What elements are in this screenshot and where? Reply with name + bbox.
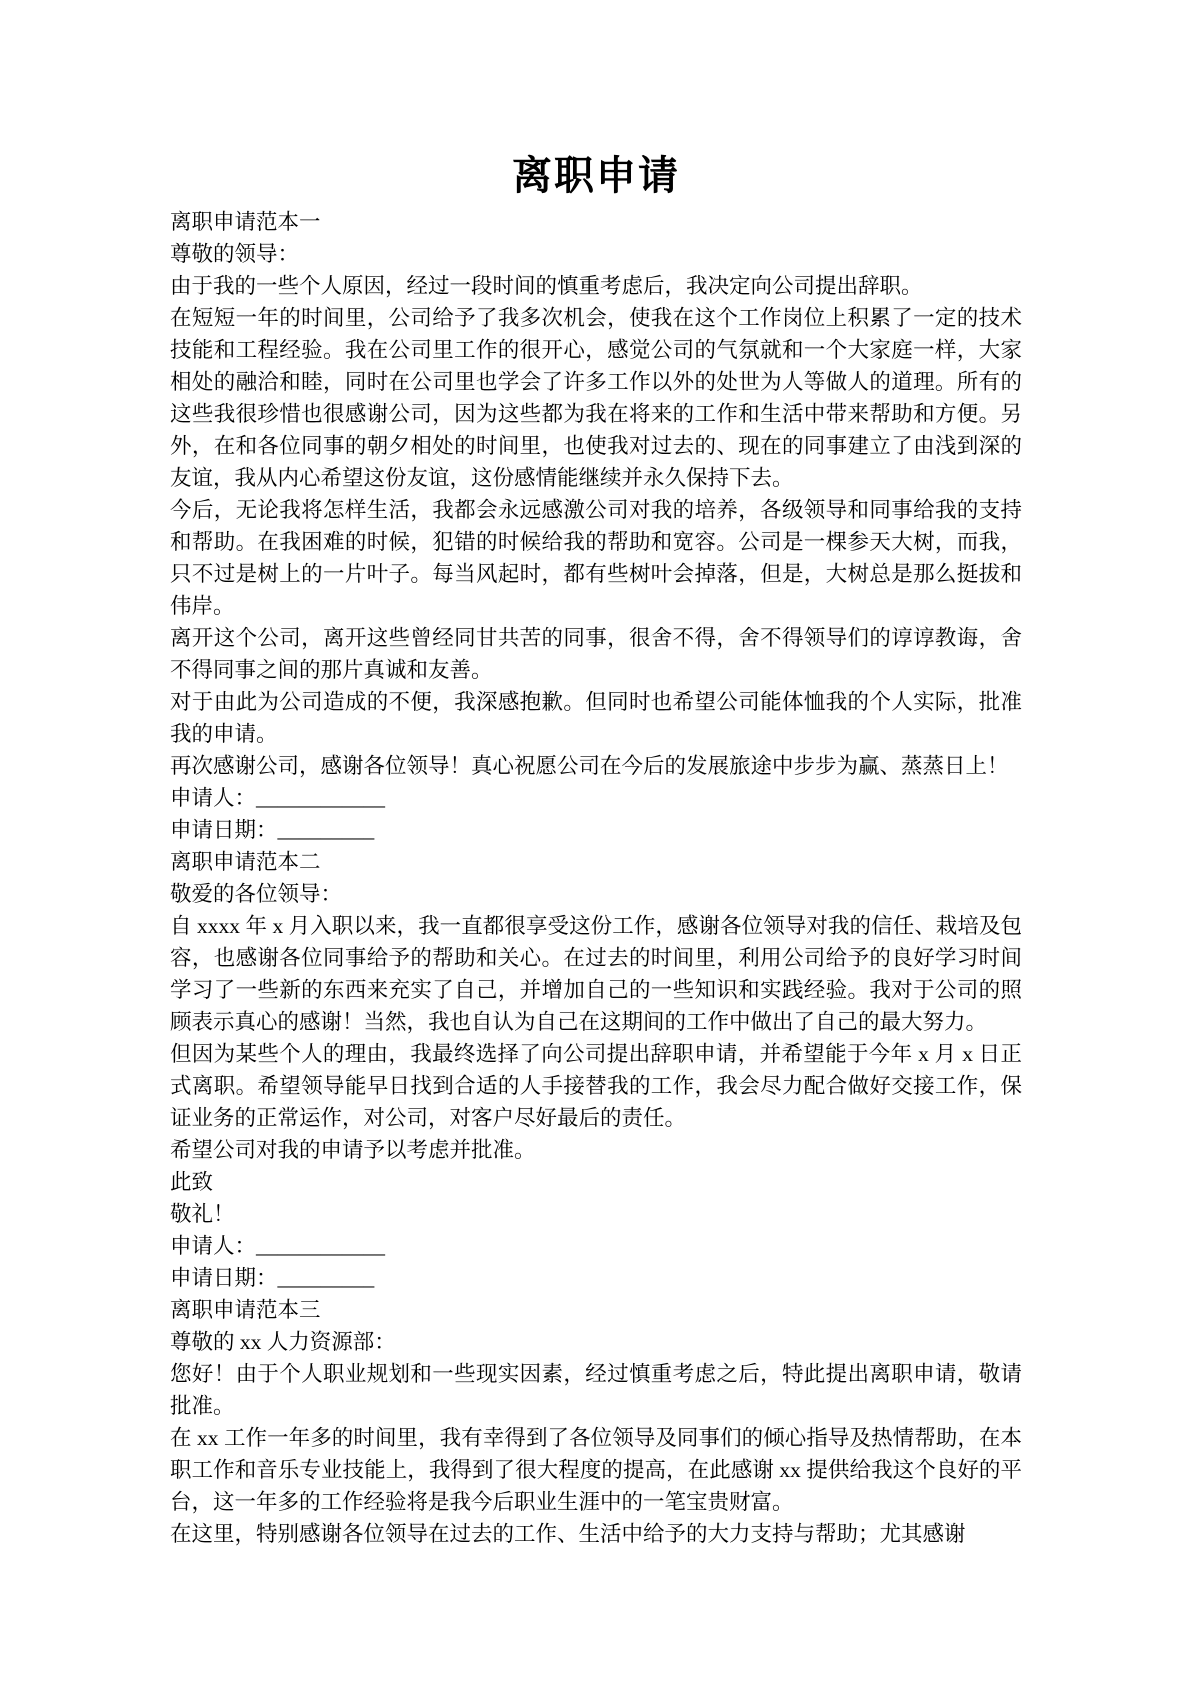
paragraph: 申请人：____________	[170, 1234, 386, 1258]
paragraph: 申请人：____________	[170, 786, 386, 810]
paragraph: 尊敬的领导：	[170, 242, 300, 266]
paragraph: 离开这个公司，离开这些曾经同甘共苦的同事，很舍不得，舍不得领导们的谆谆教诲，舍不得同事之间的那片真诚和友善。	[170, 626, 1022, 682]
paragraph: 自 xxxx 年 x 月入职以来，我一直都很享受这份工作，感谢各位领导对我的信任、栽培及包容，也感谢各位同事给予的帮助和关心。在过去的时间里，利用公司给予的良好学习时间学习了一些新的东西来充实了自己，并增加自己的一些知识和实践经验。我对于公司的照顾表示真心的感谢！当然，我也自认为自己在这期间的工作中做出了自己的最大努力。	[170, 914, 1022, 1034]
paragraph: 希望公司对我的申请予以考虑并批准。	[170, 1138, 536, 1162]
paragraph: 但因为某些个人的理由，我最终选择了向公司提出辞职申请，并希望能于今年 x 月 x 日正式离职。希望领导能早日找到合适的人手接替我的工作，我会尽力配合做好交接工作，保证业务的正常运作，对公司，对客户尽好最后的责任。	[170, 1042, 1022, 1130]
paragraph: 再次感谢公司，感谢各位领导！真心祝愿公司在今后的发展旅途中步步为赢、蒸蒸日上！	[170, 754, 1009, 778]
document-body	[170, 206, 1022, 1550]
paragraph: 申请日期：_________	[170, 818, 375, 842]
paragraph: 敬礼！	[170, 1202, 235, 1226]
paragraph: 离职申请范本三	[170, 1298, 321, 1322]
paragraph: 离职申请范本一	[170, 210, 321, 234]
paragraph: 申请日期：_________	[170, 1266, 375, 1290]
paragraph: 今后，无论我将怎样生活，我都会永远感激公司对我的培养，各级领导和同事给我的支持和帮助。在我困难的时候，犯错的时候给我的帮助和宽容。公司是一棵参天大树，而我，只不过是树上的一片叶子。每当风起时，都有些树叶会掉落，但是，大树总是那么挺拔和伟岸。	[170, 498, 1022, 618]
paragraph: 敬爱的各位领导：	[170, 882, 343, 906]
document-title: 离职申请	[512, 153, 680, 198]
paragraph: 您好！由于个人职业规划和一些现实因素，经过慎重考虑之后，特此提出离职申请，敬请批准。	[170, 1362, 1022, 1418]
paragraph: 对于由此为公司造成的不便，我深感抱歉。但同时也希望公司能体恤我的个人实际，批准我的申请。	[170, 690, 1022, 746]
paragraph: 在这里，特别感谢各位领导在过去的工作、生活中给予的大力支持与帮助；尤其感谢	[170, 1522, 966, 1546]
paragraph: 在 xx 工作一年多的时间里，我有幸得到了各位领导及同事们的倾心指导及热情帮助，在本职工作和音乐专业技能上，我得到了很大程度的提高，在此感谢 xx 提供给我这个良好的平台，这一年多的工作经验将是我今后职业生涯中的一笔宝贵财富。	[170, 1426, 1022, 1514]
paragraph: 尊敬的 xx 人力资源部：	[170, 1330, 396, 1354]
paragraph: 由于我的一些个人原因，经过一段时间的慎重考虑后，我决定向公司提出辞职。	[170, 274, 923, 298]
paragraph: 在短短一年的时间里，公司给予了我多次机会，使我在这个工作岗位上积累了一定的技术技能和工程经验。我在公司里工作的很开心，感觉公司的气氛就和一个大家庭一样，大家相处的融洽和睦，同时在公司里也学会了许多工作以外的处世为人等做人的道理。所有的这些我很珍惜也很感谢公司，因为这些都为我在将来的工作和生活中带来帮助和方便。另外，在和各位同事的朝夕相处的时间里，也使我对过去的、现在的同事建立了由浅到深的友谊，我从内心希望这份友谊，这份感情能继续并永久保持下去。	[170, 306, 1022, 490]
paragraph: 离职申请范本二	[170, 850, 321, 874]
paragraph: 此致	[170, 1170, 214, 1194]
